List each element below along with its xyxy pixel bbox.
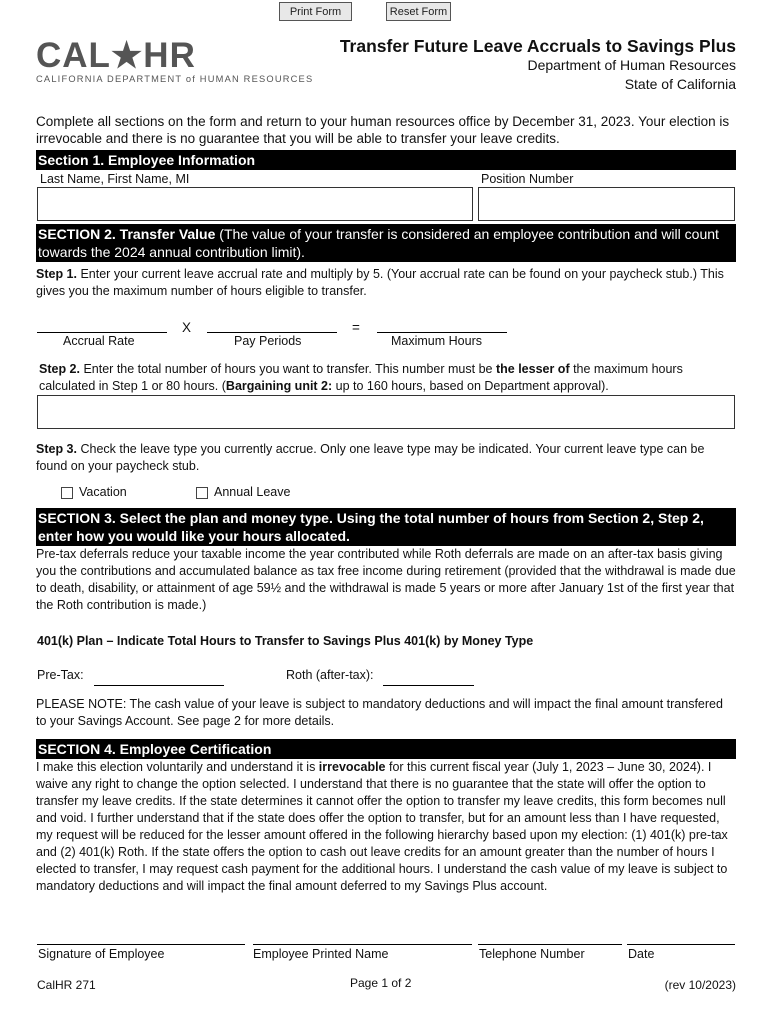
maximum-hours-label: Maximum Hours	[391, 334, 482, 348]
step1-instructions: Enter your current leave accrual rate and multiply by 5. (Your accrual rate can be found on your paycheck stub.) This gives you the maximum number of hours eligible to transfer.	[36, 267, 724, 298]
logo-subtitle: CALIFORNIA DEPARTMENT of HUMAN RESOURCES	[36, 74, 314, 84]
maximum-hours-field[interactable]	[377, 317, 507, 333]
step2-bargaining-unit: Bargaining unit 2:	[225, 379, 333, 393]
annual-leave-label: Annual Leave	[214, 485, 291, 499]
equals-sign: =	[352, 320, 360, 335]
name-label: Last Name, First Name, MI	[40, 172, 190, 186]
department-name: Department of Human Resources	[527, 57, 736, 73]
plan-heading: 401(k) Plan – Indicate Total Hours to Transfer to Savings Plus 401(k) by Money Type	[37, 634, 534, 648]
intro-text: Complete all sections on the form and return to your human resources office by December 31, 2023. Your election is irrevocable and there is no guarantee that you will be able to transfer your leave credits.	[36, 114, 730, 146]
step2-instructions-c: up to 160 hours, based on Department approval).	[332, 379, 609, 393]
step3-instructions: Check the leave type you currently accrue. Only one leave type may be indicated. Your current leave type can be found on your paycheck stub.	[36, 442, 705, 473]
date-label: Date	[628, 947, 655, 961]
step2-instructions-a: Enter the total number of hours you want to transfer. This number must be	[80, 362, 496, 376]
certification-text-b: for this current fiscal year (July 1, 2023 – June 30, 2024). I waive any right to change the option selected. I understand that there is no guarantee that the state will offer the option to transfer my leave credits. If the state determines it cannot offer the option to transfer my leave credits, this form becomes null and void. I further understand that if the state does offer the option to transfer, but for an amount less than I have requested, my request will be reduced for the lesser amount offered in the following hierarchy based upon my election: (1) 401(k) pre-tax and (2) 401(k) Roth. If the state offers the option to cash out leave credits for an amount greater than the number of hours I elected to transfer, I may request cash payment for the additional hours. I understand the cash value of my leave is subject to mandatory deductions and will impact the final amount deferred to my Savings Plus account.	[36, 760, 728, 893]
section2-title: SECTION 2. Transfer Value	[38, 226, 216, 242]
certification-text-a: I make this election voluntarily and understand it is	[36, 760, 319, 774]
section3-note: PLEASE NOTE: The cash value of your leave is subject to mandatory deductions and will impact the final amount transfered to your Savings Account. See page 2 for more details.	[36, 697, 723, 728]
vacation-checkbox[interactable]	[61, 487, 73, 499]
step2-lesser-of: the lesser of	[495, 362, 570, 376]
state-name: State of California	[624, 76, 736, 92]
step3-text	[36, 441, 736, 475]
logo-text: CAL★HR	[36, 36, 196, 75]
pretax-hours-field[interactable]	[94, 669, 224, 686]
pay-periods-label: Pay Periods	[234, 334, 302, 348]
step2-label: Step 2.	[39, 362, 80, 376]
certification-text	[36, 759, 736, 895]
telephone-label: Telephone Number	[479, 947, 585, 961]
roth-hours-field[interactable]	[383, 669, 474, 686]
section4-heading: SECTION 4. Employee Certification	[36, 739, 736, 759]
section2-note: (The value of your transfer is considered an employee contribution and will count towards the 2024 annual contribution limit).	[38, 226, 719, 260]
page-number: Page 1 of 2	[350, 976, 412, 990]
hours-to-transfer-field[interactable]	[37, 395, 735, 429]
telephone-field[interactable]	[478, 928, 622, 945]
annual-leave-checkbox[interactable]	[196, 487, 208, 499]
section3-body: Pre-tax deferrals reduce your taxable income the year contributed while Roth deferrals are made on an after-tax basis giving you the contributions and accumulated balance as tax free income during retirement (provided that the withdrawal is made due to death, disability, or attainment of age 59½ and the withdrawal is made 5 years or more after January 1st of the first year that the Roth contribution is made.)	[36, 547, 736, 612]
revision: (rev 10/2023)	[664, 978, 736, 992]
printed-name-field[interactable]	[253, 928, 472, 945]
signature-field[interactable]	[37, 928, 245, 945]
form-title: Transfer Future Leave Accruals to Savings Plus	[339, 36, 736, 56]
section3-heading: SECTION 3. Select the plan and money type. Using the total number of hours from Section 2, Step 2, enter how you would like your hours allocated.	[36, 508, 736, 546]
step1-text	[36, 266, 736, 300]
step2-text	[39, 361, 739, 395]
calhr-logo	[36, 36, 313, 84]
position-label: Position Number	[481, 172, 574, 186]
form-id: CalHR 271	[37, 978, 96, 992]
reset-form-button[interactable]: Reset Form	[386, 2, 451, 21]
accrual-rate-field[interactable]	[37, 317, 167, 333]
signature-label: Signature of Employee	[38, 947, 165, 961]
step3-label: Step 3.	[36, 442, 77, 456]
position-number-field[interactable]	[478, 187, 735, 221]
step1-label: Step 1.	[36, 267, 77, 281]
name-field[interactable]	[37, 187, 473, 221]
pay-periods-field[interactable]	[207, 317, 337, 333]
roth-label: Roth (after-tax):	[286, 668, 374, 682]
pretax-label: Pre-Tax:	[37, 668, 84, 682]
accrual-rate-label: Accrual Rate	[63, 334, 135, 348]
section2-heading	[36, 224, 736, 262]
step2-instructions-b: the maximum hours calculated in Step 1 or 80 hours. (	[39, 362, 683, 393]
print-form-button[interactable]: Print Form	[279, 2, 352, 21]
section1-heading: Section 1. Employee Information	[36, 150, 736, 170]
vacation-label: Vacation	[79, 485, 127, 499]
times-sign: X	[182, 320, 192, 335]
printed-name-label: Employee Printed Name	[253, 947, 389, 961]
certification-irrevocable: irrevocable	[318, 760, 386, 774]
date-field[interactable]	[627, 928, 735, 945]
